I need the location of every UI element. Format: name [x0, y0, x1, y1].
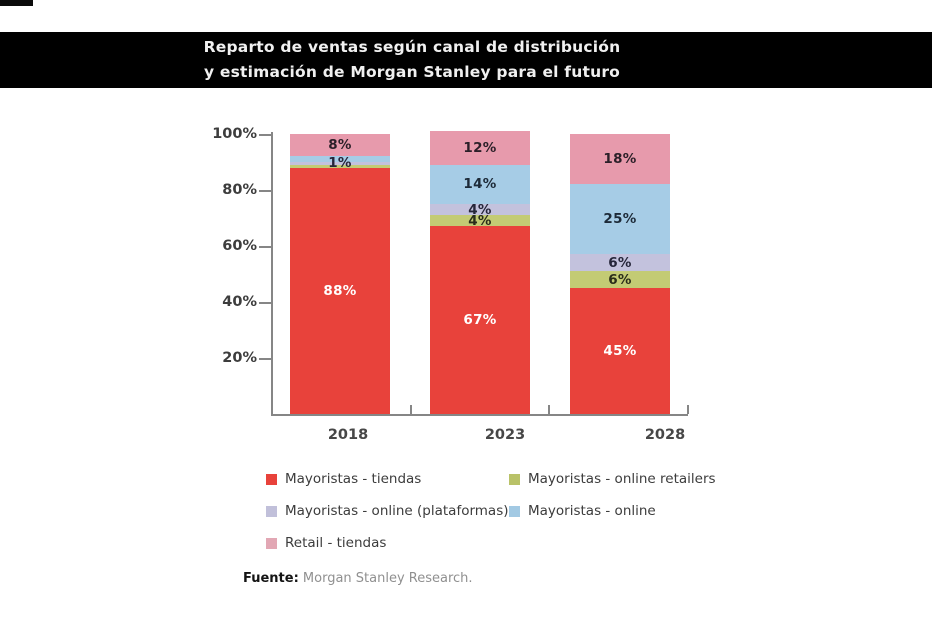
legend-swatch — [509, 474, 520, 485]
x-tick-label: 2018 — [327, 427, 369, 443]
bar-value-label: 88% — [323, 282, 357, 299]
legend-swatch — [266, 506, 277, 517]
bar-value-label: 4% — [468, 201, 492, 218]
bar-value-label: 45% — [603, 343, 637, 359]
y-axis-tick — [259, 190, 271, 192]
legend-label: Mayoristas - online retailers — [528, 471, 716, 487]
top-left-crop-artifact — [0, 0, 33, 6]
bar-value-label: 18% — [603, 151, 637, 168]
x-axis-line — [271, 414, 688, 416]
y-axis-tick — [259, 134, 271, 136]
x-axis-tick — [687, 405, 689, 414]
source-label: Fuente: — [243, 571, 299, 586]
bar-value-label: 4% — [468, 212, 492, 229]
legend-swatch — [266, 474, 277, 485]
y-tick-label: 40% — [222, 294, 257, 310]
legend-label: Retail - tiendas — [285, 535, 387, 551]
source-note — [243, 571, 473, 586]
y-axis-tick — [259, 302, 271, 304]
x-tick-label: 2028 — [644, 427, 686, 443]
legend-label: Mayoristas - tiendas — [285, 471, 422, 487]
legend-item — [266, 503, 509, 519]
title-banner — [0, 32, 932, 88]
bar-value-label: 12% — [463, 139, 497, 156]
bar-value-label: 14% — [463, 176, 497, 193]
chart-title-line2: y estimación de Morgan Stanley para el futuro — [203, 63, 621, 81]
legend-item — [509, 503, 716, 519]
stacked-bar-2023 — [430, 131, 530, 414]
bar-value-label: 1% — [328, 155, 352, 172]
x-axis-tick — [410, 405, 412, 414]
y-axis-tick — [259, 246, 271, 248]
legend-label: Mayoristas - online (plataformas) — [285, 503, 509, 519]
y-tick-label: 20% — [222, 350, 257, 366]
bar-value-label: 8% — [328, 137, 352, 154]
bar-value-label: 6% — [608, 254, 632, 271]
legend-column-1 — [266, 471, 509, 567]
legend-swatch — [266, 538, 277, 549]
legend-item — [266, 535, 509, 551]
legend-label: Mayoristas - online — [528, 503, 656, 519]
y-tick-label: 60% — [222, 238, 257, 254]
chart-title-line1: Reparto de ventas según canal de distribución — [203, 38, 621, 56]
bar-value-label: 67% — [463, 312, 497, 329]
stacked-bar-2028 — [570, 134, 670, 414]
y-axis-tick — [259, 358, 271, 360]
legend-item — [509, 471, 716, 487]
legend-swatch — [509, 506, 520, 517]
bar-value-label: 25% — [603, 211, 637, 228]
legend-column-2 — [509, 471, 716, 535]
y-axis-line — [271, 132, 273, 416]
source-text: Morgan Stanley Research. — [298, 571, 473, 586]
bar-value-label: 6% — [608, 271, 632, 288]
x-tick-label: 2023 — [484, 427, 526, 443]
legend-item — [266, 471, 509, 487]
y-tick-label: 80% — [222, 182, 257, 198]
y-tick-label: 100% — [212, 126, 257, 142]
stacked-bar-2018 — [290, 134, 390, 414]
x-axis-tick — [548, 405, 550, 414]
